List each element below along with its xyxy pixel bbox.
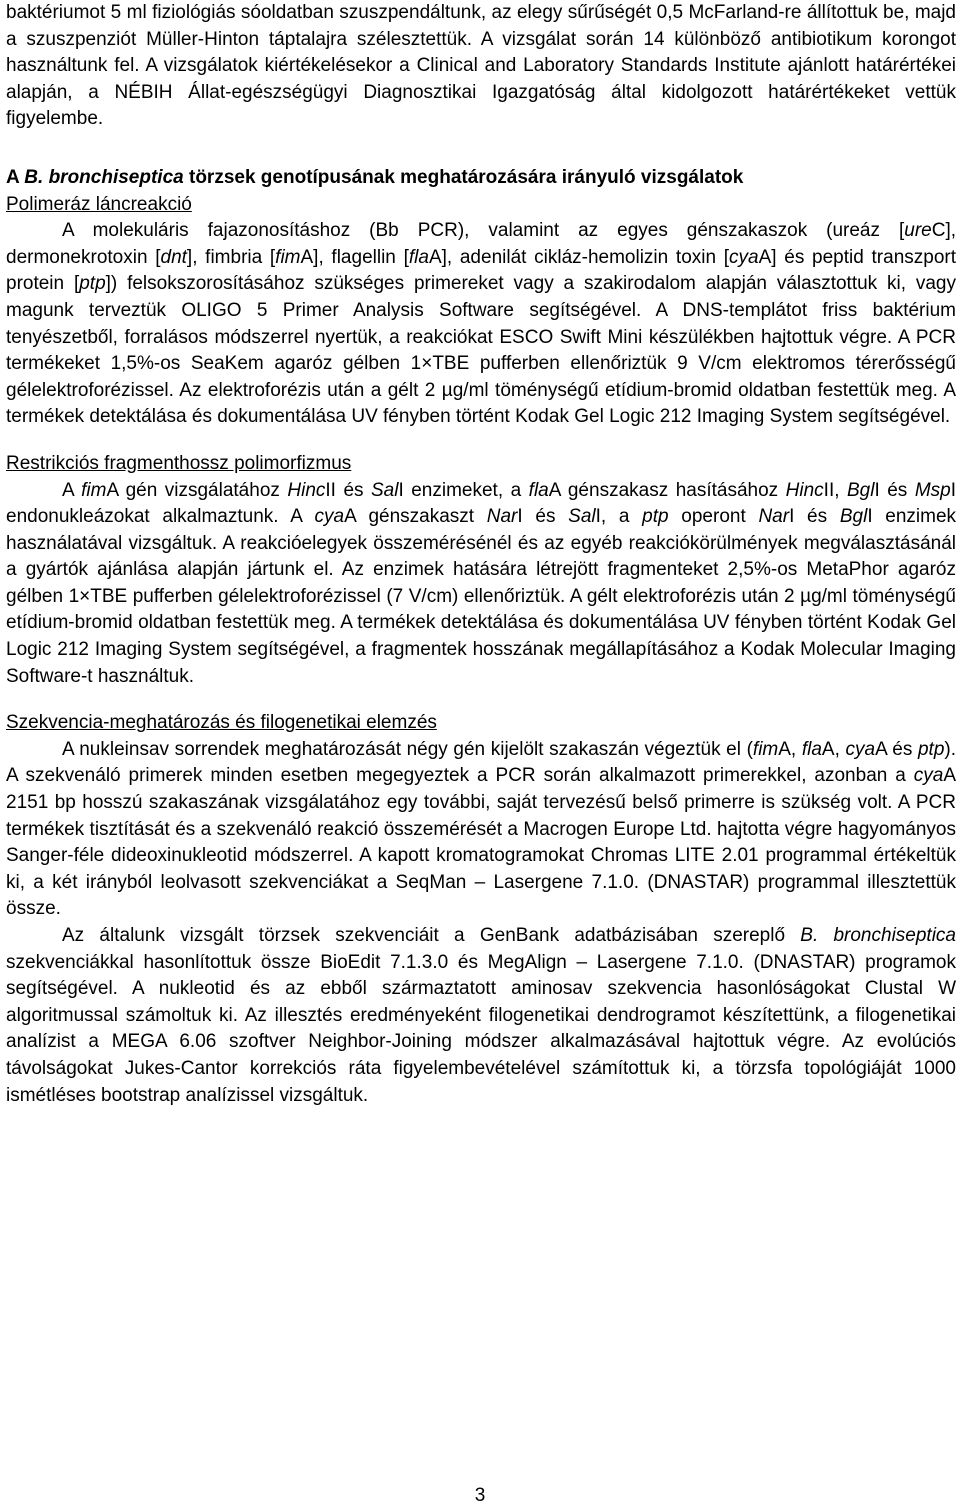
- pcr-paragraph: [6, 218, 956, 431]
- italic-term: Bgl: [839, 506, 868, 528]
- italic-term: Nar: [758, 506, 790, 528]
- italic-term: Bgl: [847, 479, 875, 501]
- italic-term: Hinc: [785, 479, 824, 501]
- italic-term: Msp: [914, 479, 951, 501]
- sequencing-paragraph-2: [6, 923, 956, 1109]
- italic-term: ptp: [642, 506, 669, 528]
- rflp-paragraph: [6, 478, 956, 691]
- sequencing-paragraph-1: [6, 737, 956, 923]
- text-run: A és: [875, 738, 918, 760]
- pcr-subheading: Polimeráz láncreakció: [6, 193, 192, 215]
- italic-term: dnt: [160, 246, 187, 268]
- italic-term: fla: [528, 479, 549, 501]
- text-run: A,: [778, 738, 802, 760]
- sequencing-subheading: Szekvencia-meghatározás és filogenetikai elemzés: [6, 712, 437, 734]
- italic-term: cya: [913, 765, 944, 787]
- text-run: Az általunk vizsgált törzsek szekvenciáit a GenBank adatbázisában szereplő: [62, 925, 801, 946]
- text-run: I és: [517, 506, 569, 528]
- text-run: I enzimek használatával vizsgáltuk. A reakcióelegyek összemérésénél és az egyéb reakciókörülmények megválasztásánál a gyártók ajánlása alapján jártunk el. Az enzimek hatására létrejött fragmenteket 2,5%-os MetaPhor agaróz gélben 1×TBE pufferben gélelektroforézissel (7 V/cm) ellenőriztük. A gélt elektroforézis után 2 µg/ml töménységű etídium-bromid oldatban festettük meg. A termékek detektálása és dokumentálása UV fényben történt Kodak Gel Logic 212 Imaging System segítségével, a fragmentek hosszának megállapításához a Kodak Molecular Imaging Software-t használtuk.: [6, 506, 957, 687]
- italic-term: fim: [81, 479, 107, 501]
- text-run: operont: [668, 506, 759, 528]
- text-run: II,: [823, 479, 847, 501]
- italic-term: cya: [729, 246, 759, 268]
- section-heading-species: B. bronchiseptica: [24, 166, 184, 188]
- text-run: I endonukleázokat alkalmaztunk. A: [6, 479, 956, 528]
- italic-term: fla: [801, 738, 822, 760]
- text-run: A gén vizsgálatához: [106, 479, 288, 501]
- text-run: A,: [821, 738, 846, 760]
- italic-term: ptp: [917, 738, 945, 760]
- document-page: [6, 0, 956, 1109]
- text-run: I és: [874, 479, 915, 501]
- text-run: A génszakaszt: [344, 506, 487, 528]
- text-run: A 2151 bp hosszú szakaszának vizsgálatához egy további, saját tervezésű belső primerre is szükség volt. A PCR termékek tisztítását és a szekvenáló reakció összemérését a Macrogen Europe Ltd. hajtotta végre hagyományos Sanger-féle dideoxinukleotid módszerrel. A kapott kromatogramokat Chromas LITE 2.01 programmal értékeltük ki, a két irányból leolvasott szekvenciákat a SeqMan – Lasergene 7.1.0. (DNASTAR) programmal illesztettük össze.: [6, 765, 956, 920]
- text-run: I, a: [595, 506, 643, 528]
- text-run: ). A szekvenáló primerek minden esetben megegyeztek a PCR során alkalmazott primerekkel, azonban a: [6, 738, 957, 787]
- italic-term: Sal: [371, 479, 399, 501]
- text-run: A molekuláris fajazonosításhoz (Bb PCR), valamint az egyes génszakaszok (ureáz [: [62, 220, 905, 242]
- text-run: A: [62, 479, 82, 501]
- text-run: ], fimbria [: [186, 246, 276, 268]
- text-run: C], dermonekrotoxin [: [6, 220, 956, 268]
- text-run: A génszakasz hasításához: [548, 479, 786, 501]
- italic-term: fim: [275, 246, 301, 268]
- italic-term: cya: [314, 506, 345, 528]
- italic-term: fim: [752, 738, 779, 760]
- text-run: I és: [789, 506, 840, 528]
- text-run: A nukleinsav sorrendek meghatározását négy gén kijelölt szakaszán végeztük el (: [62, 738, 753, 760]
- italic-term: ptp: [79, 273, 106, 295]
- italic-term: B. bronchiseptica: [800, 925, 956, 946]
- rflp-subheading: Restrikciós fragmenthossz polimorfizmus: [6, 452, 352, 474]
- italic-term: cya: [845, 738, 876, 760]
- text-run: II és: [325, 479, 371, 501]
- text-run: I enzimeket, a: [398, 479, 529, 501]
- italic-term: Hinc: [287, 479, 326, 501]
- text-run: A], flagellin [: [300, 246, 409, 268]
- italic-term: ure: [904, 220, 932, 242]
- italic-term: Sal: [568, 506, 596, 528]
- page-number: 3: [474, 1485, 486, 1506]
- italic-term: Nar: [486, 506, 518, 528]
- section-heading-prefix: A: [6, 166, 25, 188]
- section-heading: [6, 165, 956, 192]
- intro-paragraph: baktériumot 5 ml fiziológiás sóoldatban szuszpendáltunk, az elegy sűrűségét 0,5 McFarland-re állítottuk be, majd a szuszpenziót Müller-Hinton táptalajra szélesztettük. A vizsgálat során 14 különböző antibiotikum korongot használtunk fel. A vizsgálatok kiértékelésekor a Clinical and Laboratory Standards Institute ajánlott határértékei alapján, a NÉBIH Állat-egészségügyi Diagnosztikai Igazgatóság által kidolgozott határértékeket vettük figyelembe.: [6, 2, 956, 130]
- text-run: szekvenciákkal hasonlítottuk össze BioEdit 7.1.3.0 és MegAlign – Lasergene 7.1.0. (DNASTAR) programok segítségével. A nukleotid és az ebből származtatott aminosav szekvencia hasonlóságokat Clustal W algoritmussal számoltuk ki. Az illesztés eredményeként filogenetikai dendrogramot készítettünk, a filogenetikai analízist a MEGA 6.06 szoftver Neighbor-Joining módszer alkalmazásával hajtottuk végre. Az evolúciós távolságokat Jukes-Cantor korrekciós ráta figyelembevételével számítottuk ki, a törzsfa topológiáját 1000 ismétléses bootstrap analízissel vizsgáltuk.: [6, 951, 956, 1106]
- text-run: ]) felsokszorosításához szükséges primereket vagy a szakirodalom alapján választottuk ki, vagy magunk terveztük OLIGO 5 Primer Analysis Software segítségével. A DNS-templátot friss baktérium tenyészetből, forralásos módszerrel nyertük, a reakciókat ESCO Swift Mini készülékben hajtottuk végre. A PCR termékeket 1,5%-os SeaKem agaróz gélben 1×TBE pufferben ellenőriztük 9 V/cm elektromos térerősségű gélelektroforézissel. Az elektroforézis után a gélt 2 µg/ml töménységű etídium-bromid oldatban festettük meg. A termékek detektálása és dokumentálása UV fényben történt Kodak Gel Logic 212 Imaging System segítségével.: [6, 273, 956, 428]
- italic-term: fla: [408, 246, 429, 268]
- text-run: A] és peptid transzport protein [: [6, 246, 956, 295]
- text-run: A], adenilát cikláz-hemolizin toxin [: [428, 246, 730, 268]
- section-heading-suffix: törzsek genotípusának meghatározására irányuló vizsgálatok: [183, 166, 744, 188]
